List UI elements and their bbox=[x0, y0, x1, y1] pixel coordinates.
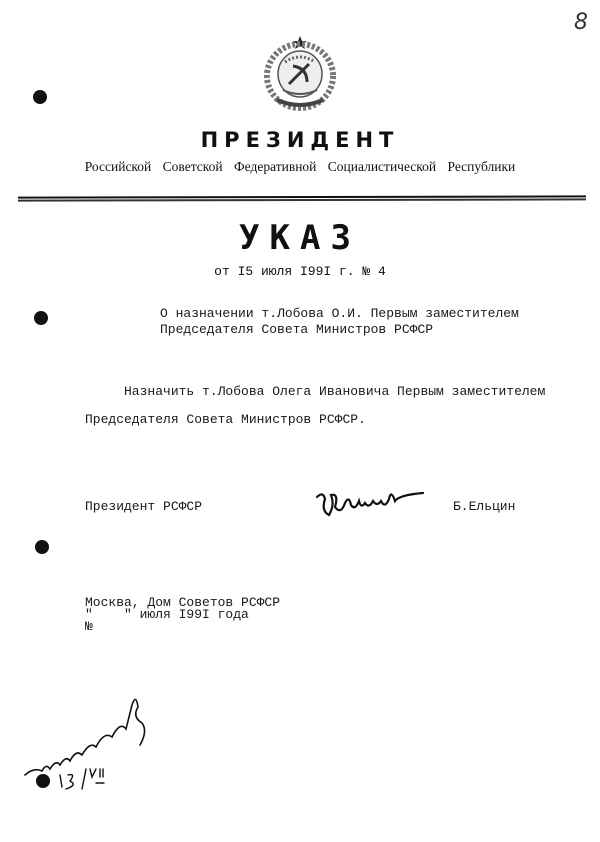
header-divider bbox=[18, 195, 586, 201]
signatory-title: Президент РСФСР bbox=[85, 499, 203, 514]
decree-subject bbox=[160, 306, 519, 338]
place-line: " " июля I99I года bbox=[85, 607, 249, 622]
rsfsr-coat-of-arms-icon bbox=[263, 34, 337, 112]
subject-line: Председателя Совета Министров РСФСР bbox=[160, 322, 434, 337]
subject-line: О назначении т.Лобова О.И. Первым заместителем bbox=[160, 306, 519, 321]
decree-title: УКАЗ bbox=[239, 218, 361, 258]
place-line: № bbox=[85, 619, 93, 634]
decree-date-number: от I5 июля I99I г. № 4 bbox=[214, 264, 386, 279]
punch-hole-icon bbox=[35, 540, 49, 554]
decree-body bbox=[85, 378, 545, 434]
place-line: Москва, Дом Советов РСФСР bbox=[85, 595, 281, 610]
handwritten-signature-icon bbox=[315, 485, 425, 521]
place-and-date bbox=[85, 597, 280, 633]
signatory-name: Б.Ельцин bbox=[453, 499, 516, 514]
punch-hole-icon bbox=[33, 90, 47, 104]
issuer-title: ПРЕЗИДЕНТ bbox=[200, 128, 400, 152]
punch-hole-icon bbox=[34, 311, 48, 325]
page-number: 8 bbox=[574, 10, 588, 35]
handwritten-note-icon bbox=[20, 685, 170, 795]
body-line: Назначить т.Лобова Олега Ивановича Первым заместителем bbox=[85, 384, 546, 399]
issuer-subtitle: Российской Советской Федеративной Социалистической Республики bbox=[84, 159, 516, 174]
body-line: Председателя Совета Министров РСФСР. bbox=[85, 412, 366, 427]
